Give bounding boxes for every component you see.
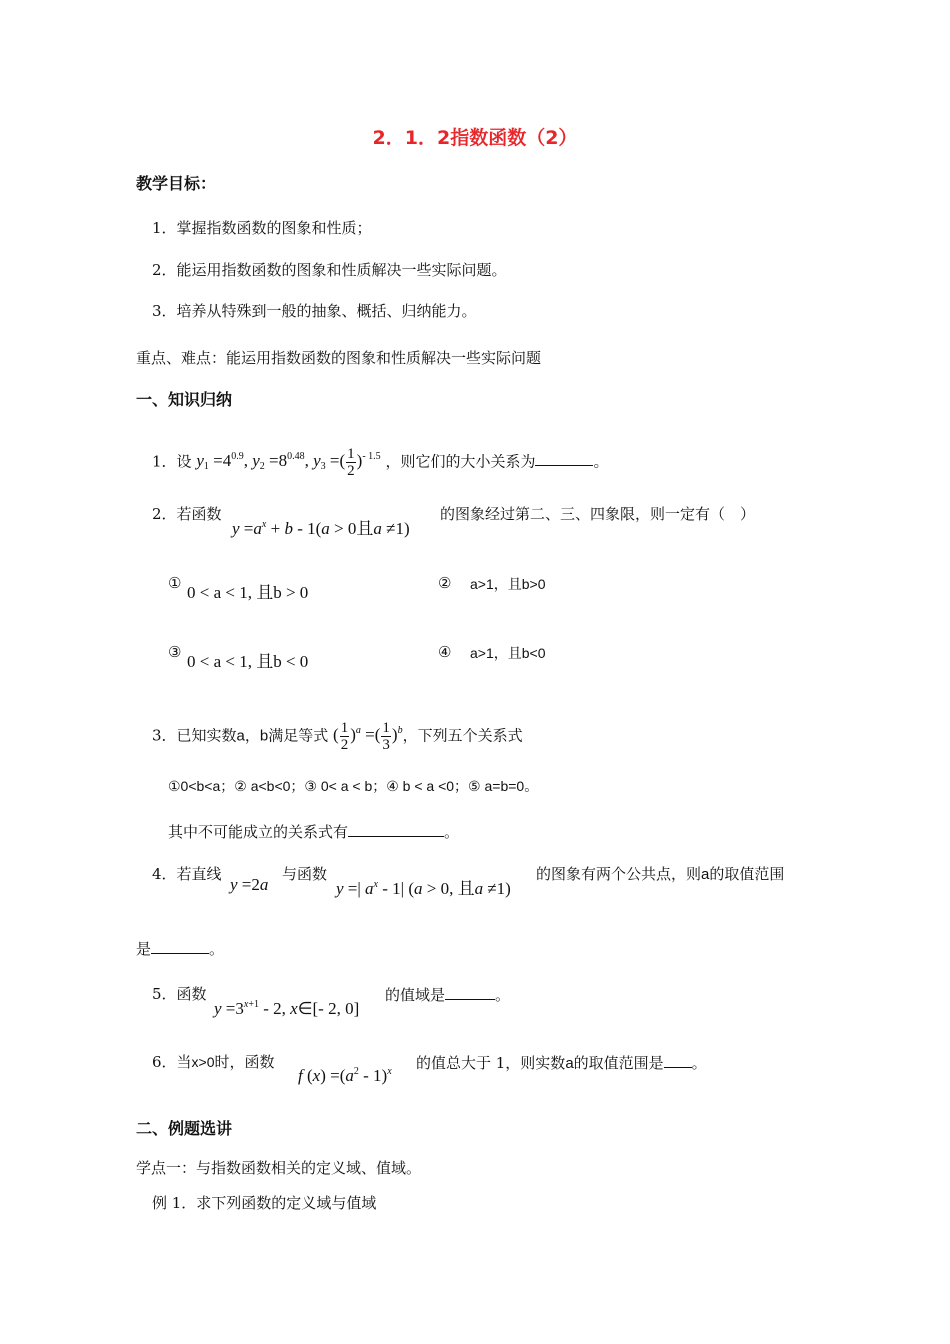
option-mark: ① bbox=[168, 574, 182, 592]
option-1-text: 0 < a < 1, 且b > 0 bbox=[187, 583, 309, 602]
question-text: ，则它们的大小关系为 bbox=[385, 452, 536, 471]
question-4-tail bbox=[536, 864, 784, 885]
question-4-prefix: 4．若直线 bbox=[152, 865, 222, 883]
formula-y1-y2-y3: $y_1 =4^{0.9}$, $y_2 =8^{0.48}$, $y_3$ =( $\frac{1}{2}$ )$^{- 1.5}$ bbox=[196, 446, 381, 479]
question-text: 的图象有两个公共点，则 bbox=[536, 865, 702, 883]
goal-item: 2．能运用指数函数的图象和性质解决一些实际问题。 bbox=[152, 261, 507, 279]
study-point: 学点一：与指数函数相关的定义域、值域。 bbox=[136, 1159, 422, 1177]
question-text: ，下列五个关系式 bbox=[402, 726, 523, 745]
punctuation: 。 bbox=[209, 940, 225, 958]
question-4-line2 bbox=[136, 938, 224, 959]
question-text: 的取值范围 bbox=[709, 865, 785, 883]
goal-item: 3．培养从特殊到一般的抽象、概括、归纳能力。 bbox=[152, 302, 477, 320]
answer-blank[interactable] bbox=[535, 450, 593, 466]
option-mark: ② bbox=[438, 574, 452, 592]
formula-fx: f $(x) =(a^2 - 1)^x$ bbox=[298, 1066, 392, 1085]
option-2-text: a>1，且b>0 bbox=[470, 576, 546, 592]
goal-item: 1．掌握指数函数的图象和性质； bbox=[152, 219, 372, 237]
question-text: 时，函数 bbox=[214, 1053, 275, 1071]
question-3-relations: ①0<b<a；② a<b<0；③ 0< a < b；④ b < a <0；⑤ a=b=0。 bbox=[168, 778, 539, 794]
option-mark: ④ bbox=[438, 643, 452, 661]
page-title: 2．1．2指数函数（2） bbox=[372, 127, 578, 149]
punctuation: 。 bbox=[691, 1054, 707, 1072]
answer-blank[interactable] bbox=[445, 984, 495, 1000]
question-2-prefix: 2．若函数 bbox=[152, 505, 222, 523]
punctuation: 。 bbox=[495, 986, 511, 1004]
question-text: 的取值范围是 bbox=[573, 1054, 664, 1072]
condition-x: x>0 bbox=[191, 1054, 215, 1070]
question-text: 其中不可能成立的关系式有 bbox=[168, 823, 349, 841]
key-points: 重点、难点：能运用指数函数的图象和性质解决一些实际问题 bbox=[136, 349, 542, 367]
question-text: 6．当 bbox=[152, 1053, 192, 1071]
answer-blank[interactable] bbox=[151, 938, 209, 954]
option-4-text: a>1，且b<0 bbox=[470, 645, 546, 661]
question-4-mid: 与函数 bbox=[282, 865, 328, 883]
question-5-tail bbox=[385, 984, 510, 1005]
punctuation: ， bbox=[244, 726, 260, 745]
formula-y-2a: y =2a bbox=[230, 875, 269, 894]
question-number: 1．设 bbox=[152, 452, 192, 471]
formula-half-third: ( $\frac{1}{2}$ )$^a$ =( $\frac{1}{3}$ )$^b$ bbox=[333, 720, 403, 753]
variable-a: a bbox=[701, 866, 710, 883]
question-6-prefix bbox=[152, 1052, 275, 1072]
variable-a: a bbox=[236, 727, 245, 745]
question-3-ask bbox=[168, 821, 459, 842]
question-6-tail bbox=[416, 1052, 707, 1074]
question-5-prefix: 5．函数 bbox=[152, 985, 207, 1003]
punctuation: 。 bbox=[444, 823, 460, 841]
answer-blank[interactable] bbox=[348, 821, 444, 837]
section-heading-examples: 二、例题选讲 bbox=[136, 1119, 233, 1138]
section-heading-knowledge: 一、知识归纳 bbox=[136, 390, 233, 409]
variable-a: a bbox=[565, 1055, 574, 1072]
question-3 bbox=[152, 720, 523, 753]
question-text: 3．已知实数 bbox=[152, 726, 237, 745]
variable-b: b bbox=[259, 727, 269, 745]
answer-blank[interactable] bbox=[664, 1052, 692, 1068]
question-text: 的值域是 bbox=[385, 986, 446, 1004]
question-text: 的值总大于 1，则实数 bbox=[416, 1054, 566, 1072]
example-1: 例 1．求下列函数的定义域与值域 bbox=[152, 1194, 377, 1212]
question-1 bbox=[152, 446, 608, 479]
formula-abs-ax: y =| $a^x - 1|$ (a > 0, 且a ≠1) bbox=[336, 879, 511, 898]
question-text: 是 bbox=[136, 940, 152, 958]
goals-heading: 教学目标： bbox=[136, 174, 217, 193]
formula-3-power: $y =3^{x+1} - 2$, x∈[- 2, 0] bbox=[214, 999, 360, 1018]
formula-y-ax-b: $y =a^x + b - 1(a > 0$且a ≠1) bbox=[232, 519, 410, 538]
question-2-text: 的图象经过第二、三、四象限，则一定有（ ） bbox=[440, 505, 756, 523]
punctuation: 。 bbox=[593, 452, 609, 471]
option-mark: ③ bbox=[168, 643, 182, 661]
option-3-text: 0 < a < 1, 且b < 0 bbox=[187, 652, 309, 671]
question-text: 满足等式 bbox=[268, 726, 329, 745]
